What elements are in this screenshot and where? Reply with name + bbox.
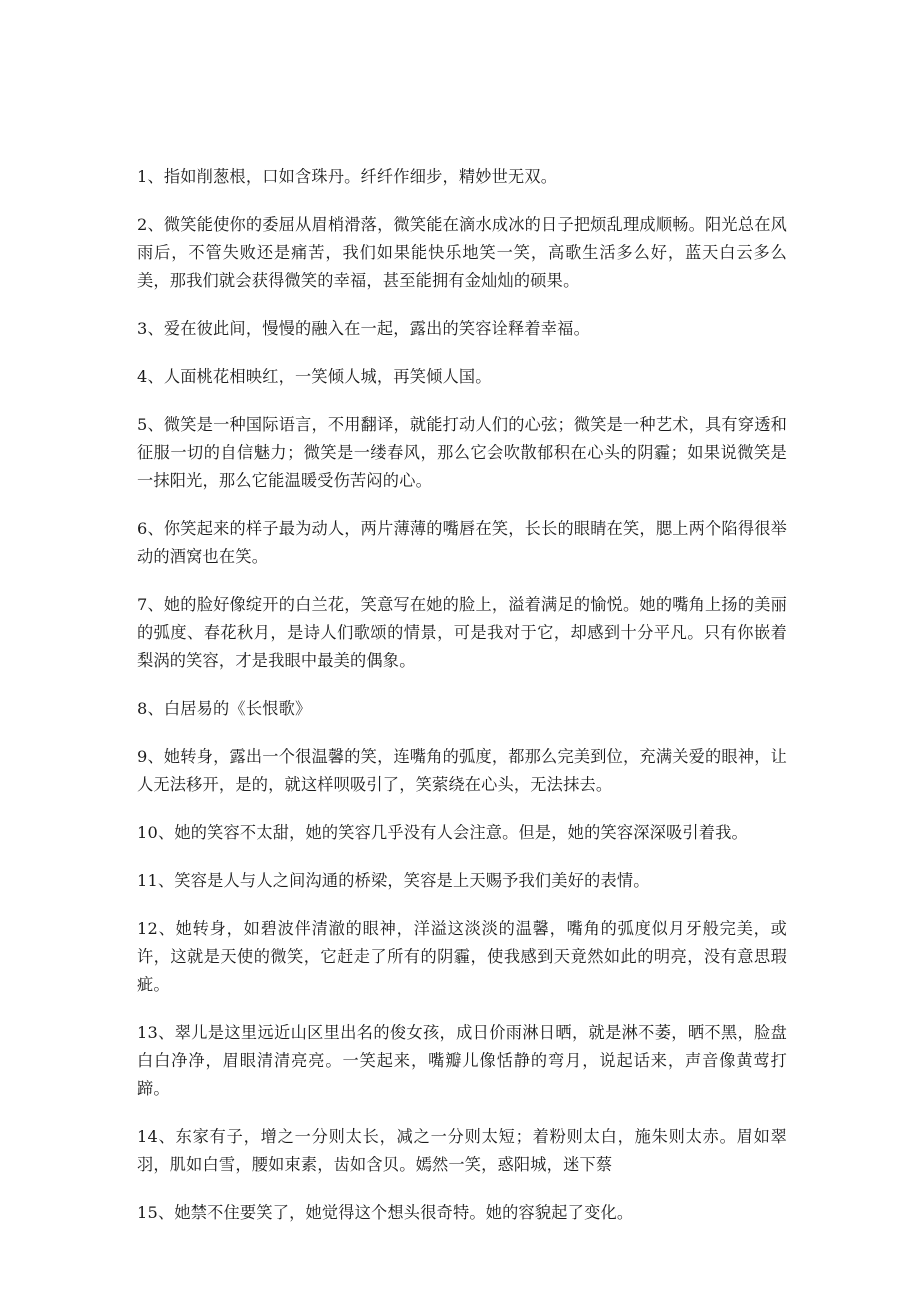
paragraph-5: 5、微笑是一种国际语言，不用翻译，就能打动人们的心弦；微笑是一种艺术，具有穿透和征服一切的自信魅力；微笑是一缕春风，那么它会吹散郁积在心头的阴霾；如果说微笑是一抹阳光，那么它能温暖受伤苦闷的心。 — [137, 415, 787, 490]
paragraph-14: 14、东家有子，增之一分则太长，减之一分则太短；着粉则太白，施朱则太赤。眉如翠羽，肌如白雪，腰如束素，齿如含贝。嫣然一笑，惑阳城，迷下蔡 — [137, 1127, 787, 1174]
paragraph-15: 15、她禁不住要笑了，她觉得这个想头很奇特。她的容貌起了变化。 — [137, 1203, 634, 1222]
paragraph-9: 9、她转身，露出一个很温馨的笑，连嘴角的弧度，都那么完美到位，充满关爱的眼神，让人无法移开，是的，就这样呗吸引了，笑萦绕在心头，无法抹去。 — [137, 747, 787, 794]
paragraph-10: 10、她的笑容不太甜，她的笑容几乎没有人会注意。但是，她的笑容深深吸引着我。 — [137, 823, 748, 842]
paragraph-6: 6、你笑起来的样子最为动人，两片薄薄的嘴唇在笑，长长的眼睛在笑，腮上两个陷得很举动的酒窝也在笑。 — [137, 519, 787, 566]
paragraph-4: 4、人面桃花相映红，一笑倾人城，再笑倾人国。 — [137, 367, 492, 386]
paragraph-7: 7、她的脸好像绽开的白兰花，笑意写在她的脸上，溢着满足的愉悦。她的嘴角上扬的美丽的弧度、春花秋月，是诗人们歌颂的情景，可是我对于它，却感到十分平凡。只有你嵌着梨涡的笑容，才是我眼中最美的偶象。 — [137, 595, 787, 670]
document-body — [137, 163, 787, 1247]
paragraph-11: 11、笑容是人与人之间沟通的桥梁，笑容是上天赐予我们美好的表情。 — [137, 871, 650, 890]
paragraph-3: 3、爱在彼此间，慢慢的融入在一起，露出的笑容诠释着幸福。 — [137, 319, 590, 338]
paragraph-13: 13、翠儿是这里远近山区里出名的俊女孩，成日价雨淋日晒，就是淋不萎，晒不黑，脸盘白白净净，眉眼清清亮亮。一笑起来，嘴瓣儿像恬静的弯月，说起话来，声音像黄莺打蹄。 — [137, 1023, 787, 1098]
paragraph-2: 2、微笑能使你的委屈从眉梢滑落，微笑能在滴水成冰的日子把烦乱理成顺畅。阳光总在风雨后，不管失败还是痛苦，我们如果能快乐地笑一笑，高歌生活多么好，蓝天白云多么美，那我们就会获得微笑的幸福，甚至能拥有金灿灿的硕果。 — [137, 215, 787, 290]
paragraph-8: 8、白居易的《长恨歌》 — [137, 699, 312, 718]
paragraph-12: 12、她转身，如碧波伴清澈的眼神，洋溢这淡淡的温馨，嘴角的弧度似月牙般完美，或许，这就是天使的微笑，它赶走了所有的阴霾，使我感到天竟然如此的明亮，没有意思瑕疵。 — [137, 919, 787, 994]
paragraph-1: 1、指如削葱根，口如含珠丹。纤纤作细步，精妙世无双。 — [137, 167, 558, 186]
